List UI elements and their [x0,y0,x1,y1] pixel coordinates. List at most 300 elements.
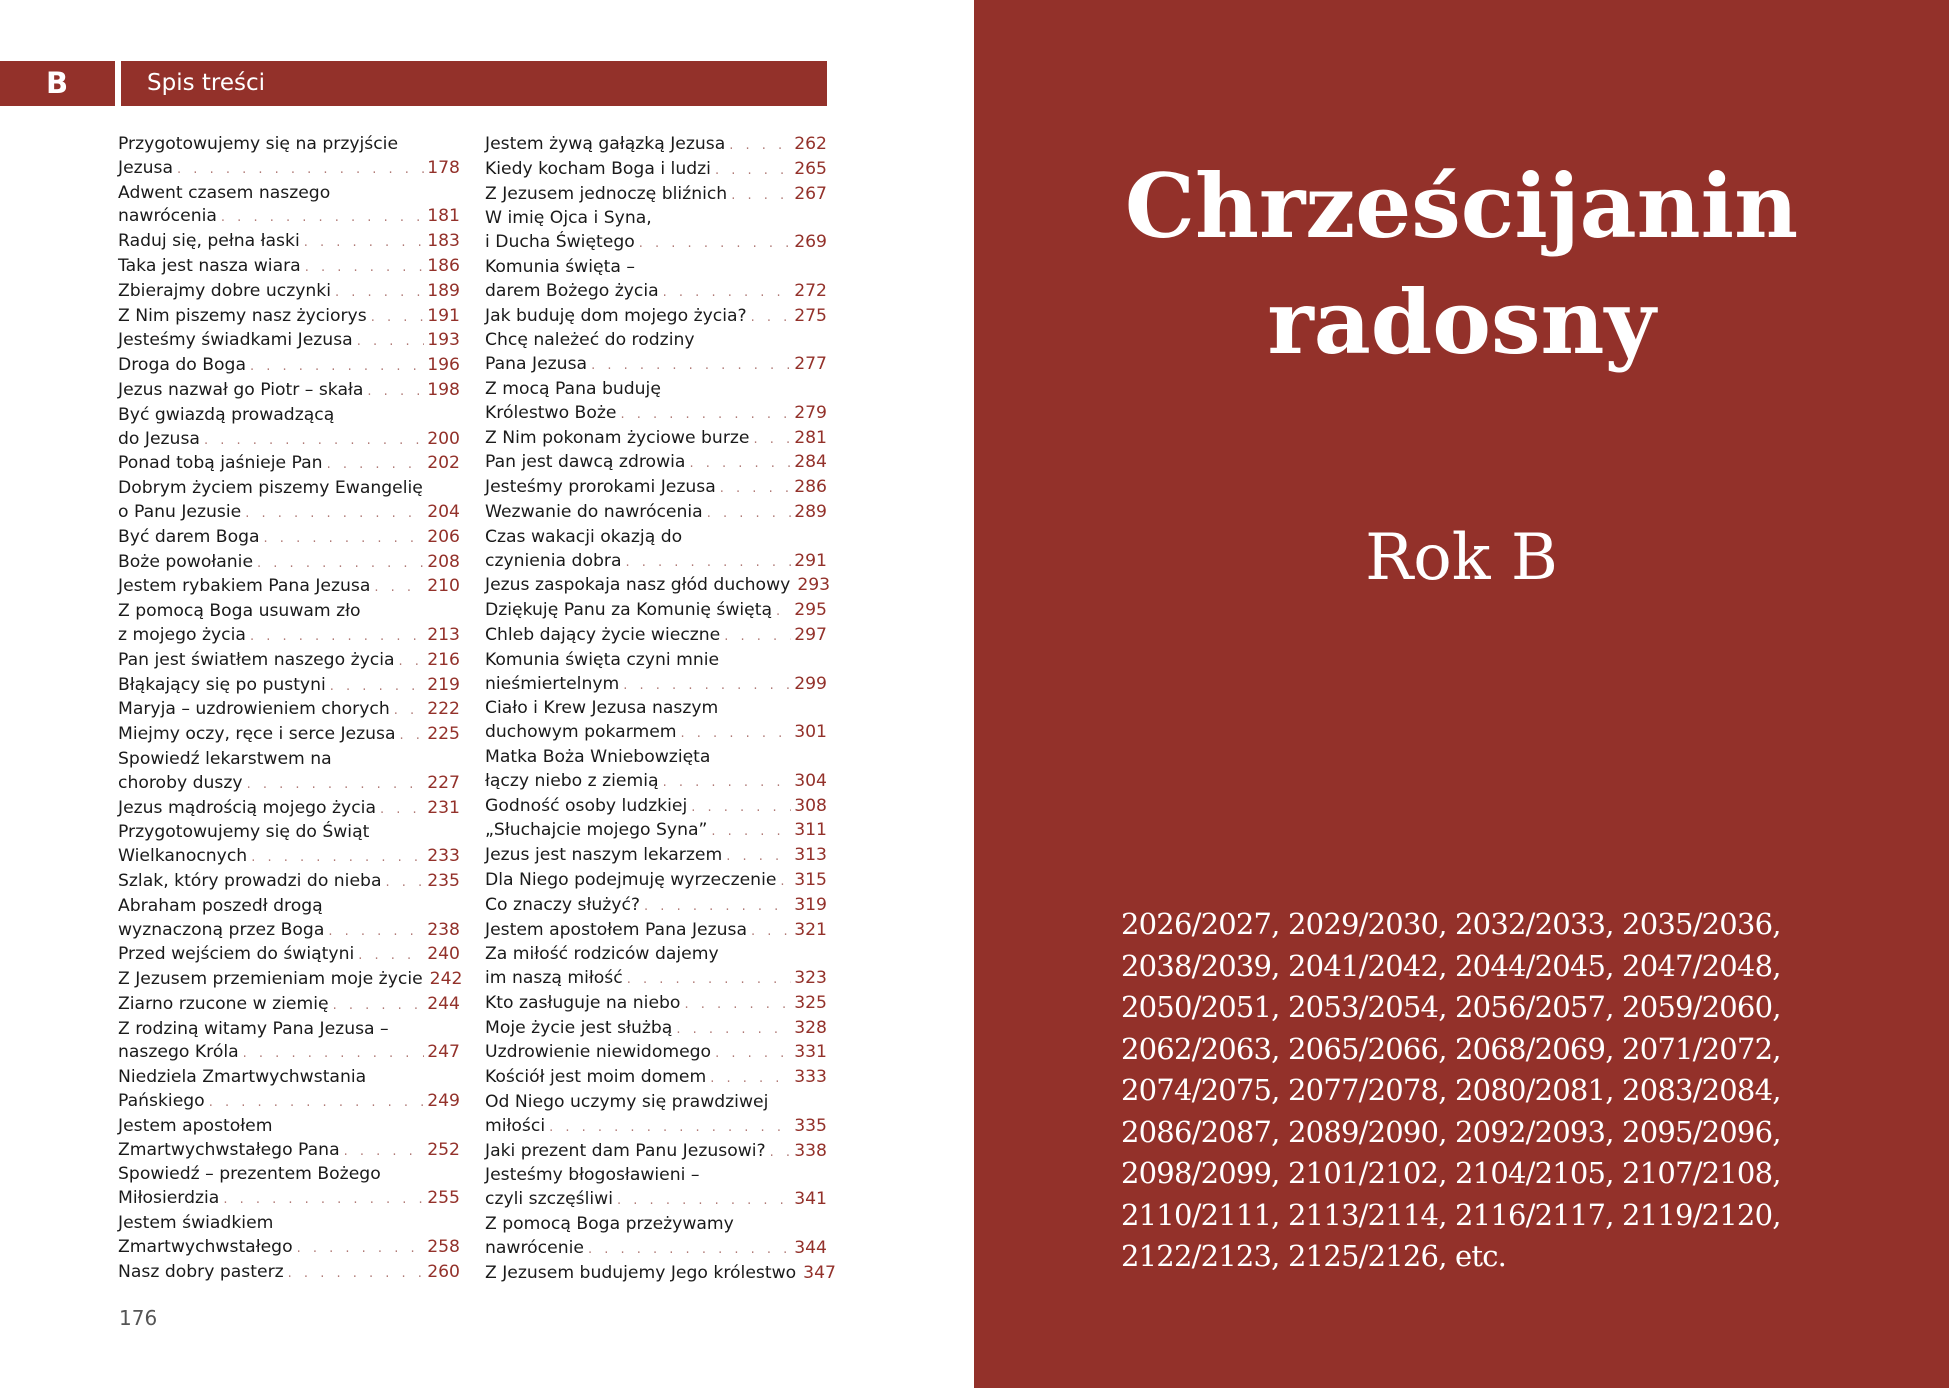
toc-entry-title-line: Jestem apostołem [118,1115,273,1136]
book-title-line-1: Chrześcijanin [1124,154,1799,258]
toc-entry-line [118,280,460,305]
toc-entry-line [118,1090,460,1115]
toc-entry-line [118,452,460,477]
toc-entry-title-line: Za miłość rodziców dajemy [485,944,719,965]
dot-leader [245,502,424,526]
toc-entry-title: Z Jezusem jednoczę bliźnich [485,183,728,204]
toc-entry-page: 225 [427,724,460,745]
dot-leader [591,354,791,378]
toc-entry [485,1164,827,1213]
toc-entry-title: Jezus mądrością mojego życia [118,797,376,818]
toc-entry-line [118,674,460,699]
toc-entry-line [118,772,460,797]
toc-entry-line [485,501,827,526]
toc-entry-page: 186 [427,255,460,276]
toc-entry-title: Uzdrowienie niewidomego [485,1042,712,1063]
toc-entry-title: Boże powołanie [118,551,254,572]
dot-leader [627,968,791,992]
toc-entry-title: Zmartwychwstałego [118,1236,293,1257]
toc-entry-title: Jak buduję dom mojego życia? [485,305,747,326]
toc-entry-title: Co znaczy służyć? [485,894,641,915]
toc-entry-title: Zbierajmy dobre uczynki [118,280,332,301]
toc-entry-line [485,1017,827,1042]
toc-entry-title: choroby duszy [118,772,243,793]
toc-entry-line [118,1041,460,1066]
dot-leader [549,1116,791,1140]
toc-entry-page: 208 [427,551,460,572]
toc-entry-title: Jesteśmy świadkami Jezusa [118,330,353,351]
toc-entry [118,649,460,674]
toc-entry [485,183,827,208]
toc-entry-line [118,575,460,600]
toc-entry-line [485,451,827,476]
toc-entry-line [118,919,460,944]
toc-entry [485,869,827,894]
dot-leader [251,846,424,870]
toc-entry-title: Maryja – uzdrowieniem chorych [118,699,390,720]
toc-entry-page: 323 [794,968,827,989]
toc-entry [118,1018,460,1067]
dot-leader [335,281,424,305]
dot-leader [250,625,424,649]
toc-entry [485,795,827,820]
toc-entry [485,1262,836,1287]
dot-leader [264,527,425,551]
years-list: 2026/2027, 2029/2030, 2032/2033, 2035/2036, 2038/2039, 2041/2042, 2044/2045, 2047/2048, 2050/2051, 2053/2054, 2056/2057, 2059/2060, 2062/2063, 2065/2066, 2068/2069, 2071/2072, 2074/2075, 2077/2078, 2080/2081, 2083/2084, 2086/2087, 2089/2090, 2092/2093, 2095/2096, 2098/2099, 2101/2102, 2104/2105, 2107/2108, 2110/2111, 2113/2114, 2116/2117, 2119/2120, 2122/2123, 2125/2126, etc. [1121,907,1781,1273]
toc-entry-title-line: Niedziela Zmartwychwstania [118,1067,367,1088]
dot-leader [209,1091,424,1115]
toc-entry [485,1091,827,1140]
dot-leader [330,675,424,699]
toc-entry [118,354,460,379]
dot-leader [710,1067,791,1091]
dot-leader [357,330,425,354]
toc-entry-title: Miłosierdzia [118,1188,220,1209]
toc-entry-line [485,231,827,256]
toc-entry-title-line: Jestem świadkiem [118,1213,274,1234]
left-page [0,0,974,1388]
toc-entry-line [485,280,827,305]
toc-entry-title: wyznaczoną przez Boga [118,919,325,940]
toc-entry [118,133,460,182]
toc-entry-page: 344 [794,1237,827,1258]
dot-leader [358,944,424,968]
book-title-line-2: radosny [1267,270,1656,374]
toc-entry-page: 235 [427,870,460,891]
toc-entry-title: z mojego życia [118,624,246,645]
toc-entry-page: 204 [427,501,460,522]
toc-entry [485,1017,827,1042]
toc-entry-page: 293 [797,575,831,596]
toc-entry-page: 321 [794,919,827,940]
toc-entry [485,819,827,844]
dot-leader [751,306,792,330]
toc-entry-page: 291 [794,550,827,571]
toc-entry [485,1041,827,1066]
toc-entry-page: 286 [794,477,827,498]
toc-entry-title: i Ducha Świętego [485,232,635,253]
toc-entry-line [118,993,460,1018]
toc-entry-line [485,183,827,208]
book-title [974,148,1949,380]
toc-entry-line [485,599,827,624]
toc-entry [485,894,827,919]
toc-entry-page: 238 [427,919,460,940]
toc-entry-page: 284 [794,452,827,473]
toc-entry-line [485,894,827,919]
toc-column-right [485,133,836,1286]
toc-entry [118,280,460,305]
toc-entry-line [485,795,827,820]
toc-entry [118,1212,460,1261]
toc-entry-title: Błąkający się po pustyni [118,674,326,695]
toc-entry-page: 258 [427,1236,460,1257]
toc-entry-line [118,428,460,453]
toc-entry-title: Z Nim pokonam życiowe burze [485,427,750,448]
toc-entry-title: Przed wejściem do świątyni [118,944,355,965]
toc-entry-page: 319 [794,894,827,915]
toc-entry-line [485,919,827,944]
toc-entry-line [118,968,463,993]
toc-entry [118,1163,460,1212]
toc-entry-page: 289 [794,501,827,522]
toc-entry [485,501,827,526]
toc-entry-line [118,205,460,230]
toc-entry-line [118,379,460,404]
toc-entry-page: 219 [427,674,460,695]
dot-leader [639,232,791,256]
toc-entry-line [485,305,827,330]
dot-leader [247,773,425,797]
dot-leader [374,576,424,600]
toc-entry [118,895,460,944]
toc-entry [485,427,827,452]
dot-leader [250,355,424,379]
toc-entry-page: 222 [427,699,460,720]
toc-entry-page: 200 [427,428,460,449]
toc-entry-line [118,943,460,968]
toc-entry-title-line: Adwent czasem naszego [118,182,331,203]
toc-entry-line [118,551,460,576]
toc-entry-page: 304 [794,770,827,791]
toc-entry-page: 281 [794,427,827,448]
toc-entry-page: 227 [427,772,460,793]
toc-entry [485,451,827,476]
toc-entry-title-line: Spowiedź lekarstwem na [118,748,332,769]
toc-entry-title-line: Ciało i Krew Jezusa naszym [485,698,719,719]
toc-entry [485,992,827,1017]
dot-leader [729,134,791,158]
toc-entry [485,305,827,330]
toc-entry [118,600,460,649]
toc-entry-page: 347 [803,1262,836,1283]
dot-leader [684,993,791,1017]
toc-entry-line [118,329,460,354]
toc-entry-page: 213 [427,624,460,645]
toc-entry [485,919,827,944]
toc-entry-line [118,723,460,748]
toc-entry-title: nieśmiertelnym [485,673,620,694]
toc-entry-page: 331 [794,1042,827,1063]
toc-entry-title: Jezus nazwał go Piotr – skała [118,379,364,400]
dot-leader [221,206,424,230]
toc-entry-title: Kiedy kocham Boga i ludzi [485,158,711,179]
toc-entry-page: 181 [427,206,460,227]
toc-entry-page: 262 [794,134,827,154]
toc-entry-page: 328 [794,1017,827,1038]
toc-entry-page: 272 [794,280,827,301]
toc-entry-title-line: Matka Boża Wniebowzięta [485,746,711,767]
toc-entry-page: 189 [427,280,460,301]
toc-entry-title: Jesteśmy prorokami Jezusa [485,477,716,498]
toc-entry-page: 260 [427,1261,460,1282]
toc-entry-title: Wielkanocnych [118,846,248,867]
toc-entry-title: Królestwo Boże [485,402,617,423]
toc-entry-page: 325 [794,992,827,1013]
toc-entry-page: 183 [427,231,460,252]
dot-leader [720,477,791,501]
toc-entry [118,748,460,797]
toc-entry-title: Nasz dobry pasterz [118,1261,284,1282]
toc-entry-title: Jestem apostołem Pana Jezusa [485,919,748,940]
toc-entry-title: Droga do Boga [118,355,246,376]
toc-entry-title-line: Dobrym życiem piszemy Ewangelię [118,478,423,499]
toc-entry [118,551,460,576]
dot-leader [177,158,424,182]
toc-entry-line [485,1115,827,1140]
toc-entry-line [485,992,827,1017]
page-number: 176 [119,1306,158,1330]
dot-leader [385,871,424,895]
dot-leader [689,452,791,476]
toc-entry-line [485,1188,827,1213]
toc-entry [118,182,460,231]
dot-leader [288,1262,425,1286]
toc-entry [118,797,460,822]
toc-entry-line [118,1139,460,1164]
dot-leader [394,699,424,723]
toc-entry-line [118,501,460,526]
toc-entry [118,255,460,280]
toc-entry [485,697,827,746]
toc-entry-title: Raduj się, pełna łaski [118,231,300,252]
toc-entry-title: łączy niebo z ziemią [485,770,659,791]
toc-entry [118,329,460,354]
dot-leader [691,796,791,820]
toc-entry-line [118,698,460,723]
toc-entry-title: Moje życie jest służbą [485,1017,673,1038]
toc-entry [118,230,460,255]
toc-entry-title: miłości [485,1115,546,1136]
dot-leader [305,256,424,280]
dot-leader [344,1140,425,1164]
toc-entry-title: Jestem żywą gałązką Jezusa [485,134,726,154]
toc-entry-line [485,1237,827,1262]
toc-entry-line [118,624,460,649]
toc-entry-page: 255 [427,1188,460,1209]
dot-leader [770,1141,792,1165]
toc-entry-page: 308 [794,795,827,816]
toc-entry-title: Wezwanie do nawrócenia [485,501,703,522]
toc-entry-line [118,870,460,895]
toc-entry-page: 338 [794,1140,827,1161]
toc-entry [485,207,827,256]
toc-entry-title: Dziękuję Panu za Komunię świętą [485,600,773,621]
toc-entry [118,452,460,477]
toc-entry-line [118,1187,460,1212]
toc-entry-line [485,967,827,992]
toc-entry-title: Jezus zaspokaja nasz głód duchowy [485,575,791,596]
toc-entry-title-line: Przygotowujemy się na przyjście [118,134,399,154]
dot-leader [726,845,791,869]
toc-entry-title: Pan jest światłem naszego życia [118,649,395,670]
toc-entry-line [485,1066,827,1091]
toc-entry-page: 275 [794,305,827,326]
toc-entry-page: 233 [427,846,460,867]
toc-entry-title: nawrócenia [118,206,217,227]
toc-column-left [118,133,463,1285]
dot-leader [711,820,791,844]
toc-entry [485,1140,827,1165]
toc-entry-title: czyli szczęśliwi [485,1189,614,1210]
toc-entry-line [485,158,827,183]
toc-entry-page: 210 [427,576,460,597]
toc-entry-title: duchowym pokarmem [485,722,677,743]
toc-entry-page: 191 [427,305,460,326]
toc-entry-title-line: Z rodziną witamy Pana Jezusa – [118,1018,389,1039]
toc-entry [118,1115,460,1164]
toc-entry-line [118,797,460,822]
section-header [0,61,827,106]
toc-entry-title: czynienia dobra [485,550,622,571]
toc-entry-line [485,476,827,501]
toc-entry-title: Z Jezusem przemieniam moje życie [118,969,423,990]
dot-leader [751,920,791,944]
toc-entry-page: 269 [794,232,827,253]
toc-entry [485,624,827,649]
toc-entry-title: Ziarno rzucone w ziemię [118,993,329,1014]
toc-entry-title: Być darem Boga [118,526,260,547]
toc-entry-title: „Słuchajcie mojego Syna” [485,820,708,841]
toc-entry [485,574,831,599]
toc-entry [485,1213,827,1262]
toc-entry [118,526,460,551]
dot-leader [588,1238,791,1262]
dot-leader [380,798,424,822]
dot-leader [780,870,791,894]
toc-entry-line [118,526,460,551]
dot-leader [327,453,425,477]
toc-entry-title: darem Bożego życia [485,280,659,301]
dot-leader [257,552,424,576]
toc-entry-title-line: Przygotowujemy się do Świąt [118,822,370,843]
toc-entry-page: 333 [794,1067,827,1088]
toc-entry-line [485,844,827,869]
toc-entry-line [118,1236,460,1261]
toc-entry-title-line: Być gwiazdą prowadzącą [118,404,335,425]
dot-leader [623,674,791,698]
dot-leader [371,306,425,330]
toc-entry-line [485,550,827,575]
dot-leader [223,1188,424,1212]
toc-entry-page: 206 [427,526,460,547]
toc-entry-title: Godność osoby ludzkiej [485,795,688,816]
toc-entry [485,649,827,698]
dot-leader [731,184,791,208]
dot-leader [617,1189,791,1213]
toc-entry-title-line: Od Niego uczymy się prawdziwej [485,1092,769,1113]
toc-entry [118,943,460,968]
toc-entry-title: Jezus jest naszym lekarzem [485,845,723,866]
toc-entry-line [485,427,827,452]
toc-entry-title: Pańskiego [118,1091,205,1112]
toc-entry [118,968,463,993]
toc-entry-title: Z Jezusem budujemy Jego królestwo [485,1262,797,1283]
dot-leader [663,281,792,305]
toc-entry-page: 244 [427,993,460,1014]
toc-entry-page: 198 [427,379,460,400]
toc-entry-title: im naszą miłość [485,968,623,989]
toc-entry [485,746,827,795]
toc-entry-line [485,869,827,894]
toc-entry-page: 295 [794,600,827,621]
toc-entry-title: Kto zasługuje na niebo [485,992,681,1013]
toc-entry-title-line: Z pomocą Boga usuwam zło [118,601,361,622]
dot-leader [724,625,791,649]
toc-entry-line [485,574,831,599]
toc-entry-line [118,649,460,674]
toc-entry-line [485,1262,836,1287]
toc-entry-page: 193 [427,330,460,351]
toc-entry-line [485,1140,827,1165]
toc-entry-title: Z Nim piszemy nasz życiorys [118,305,367,326]
toc-entry-title-line: Abraham poszedł drogą [118,895,323,916]
toc-entry-line [118,845,460,870]
toc-entry-title-line: Spowiedź – prezentem Bożego [118,1164,381,1185]
toc-entry-title: Dla Niego podejmuję wyrzeczenie [485,869,777,890]
dot-leader [663,771,792,795]
toc-entry [118,477,460,526]
dot-leader [333,994,425,1018]
toc-entry [118,404,460,453]
toc-entry [485,133,827,158]
toc-entry-page: 196 [427,355,460,376]
toc-entry [485,378,827,427]
toc-entry-line [485,1041,827,1066]
toc-entry-line [485,721,827,746]
section-title: Spis treści [121,61,827,106]
toc-entry-title: naszego Króla [118,1042,239,1063]
toc-entry-page: 216 [427,649,460,670]
section-letter: B [0,61,115,106]
toc-entry-line [118,230,460,255]
toc-entry-line [485,624,827,649]
toc-entry-title: Pan jest dawcą zdrowia [485,452,686,473]
dot-leader [707,502,792,526]
toc-entry-title-line: Chcę należeć do rodziny [485,330,695,351]
toc-entry-line [485,133,827,158]
toc-entry-line [485,402,827,427]
dot-leader [753,428,791,452]
toc-entry [485,1066,827,1091]
toc-entry-title: Miejmy oczy, ręce i serce Jezusa [118,724,396,745]
toc-entry [485,844,827,869]
toc-entry-title: Kościół jest moim domem [485,1067,707,1088]
toc-entry [118,305,460,330]
toc-entry-title: Zmartwychwstałego Pana [118,1139,340,1160]
toc-entry-page: 252 [427,1139,460,1160]
toc-entry-page: 178 [427,157,460,178]
